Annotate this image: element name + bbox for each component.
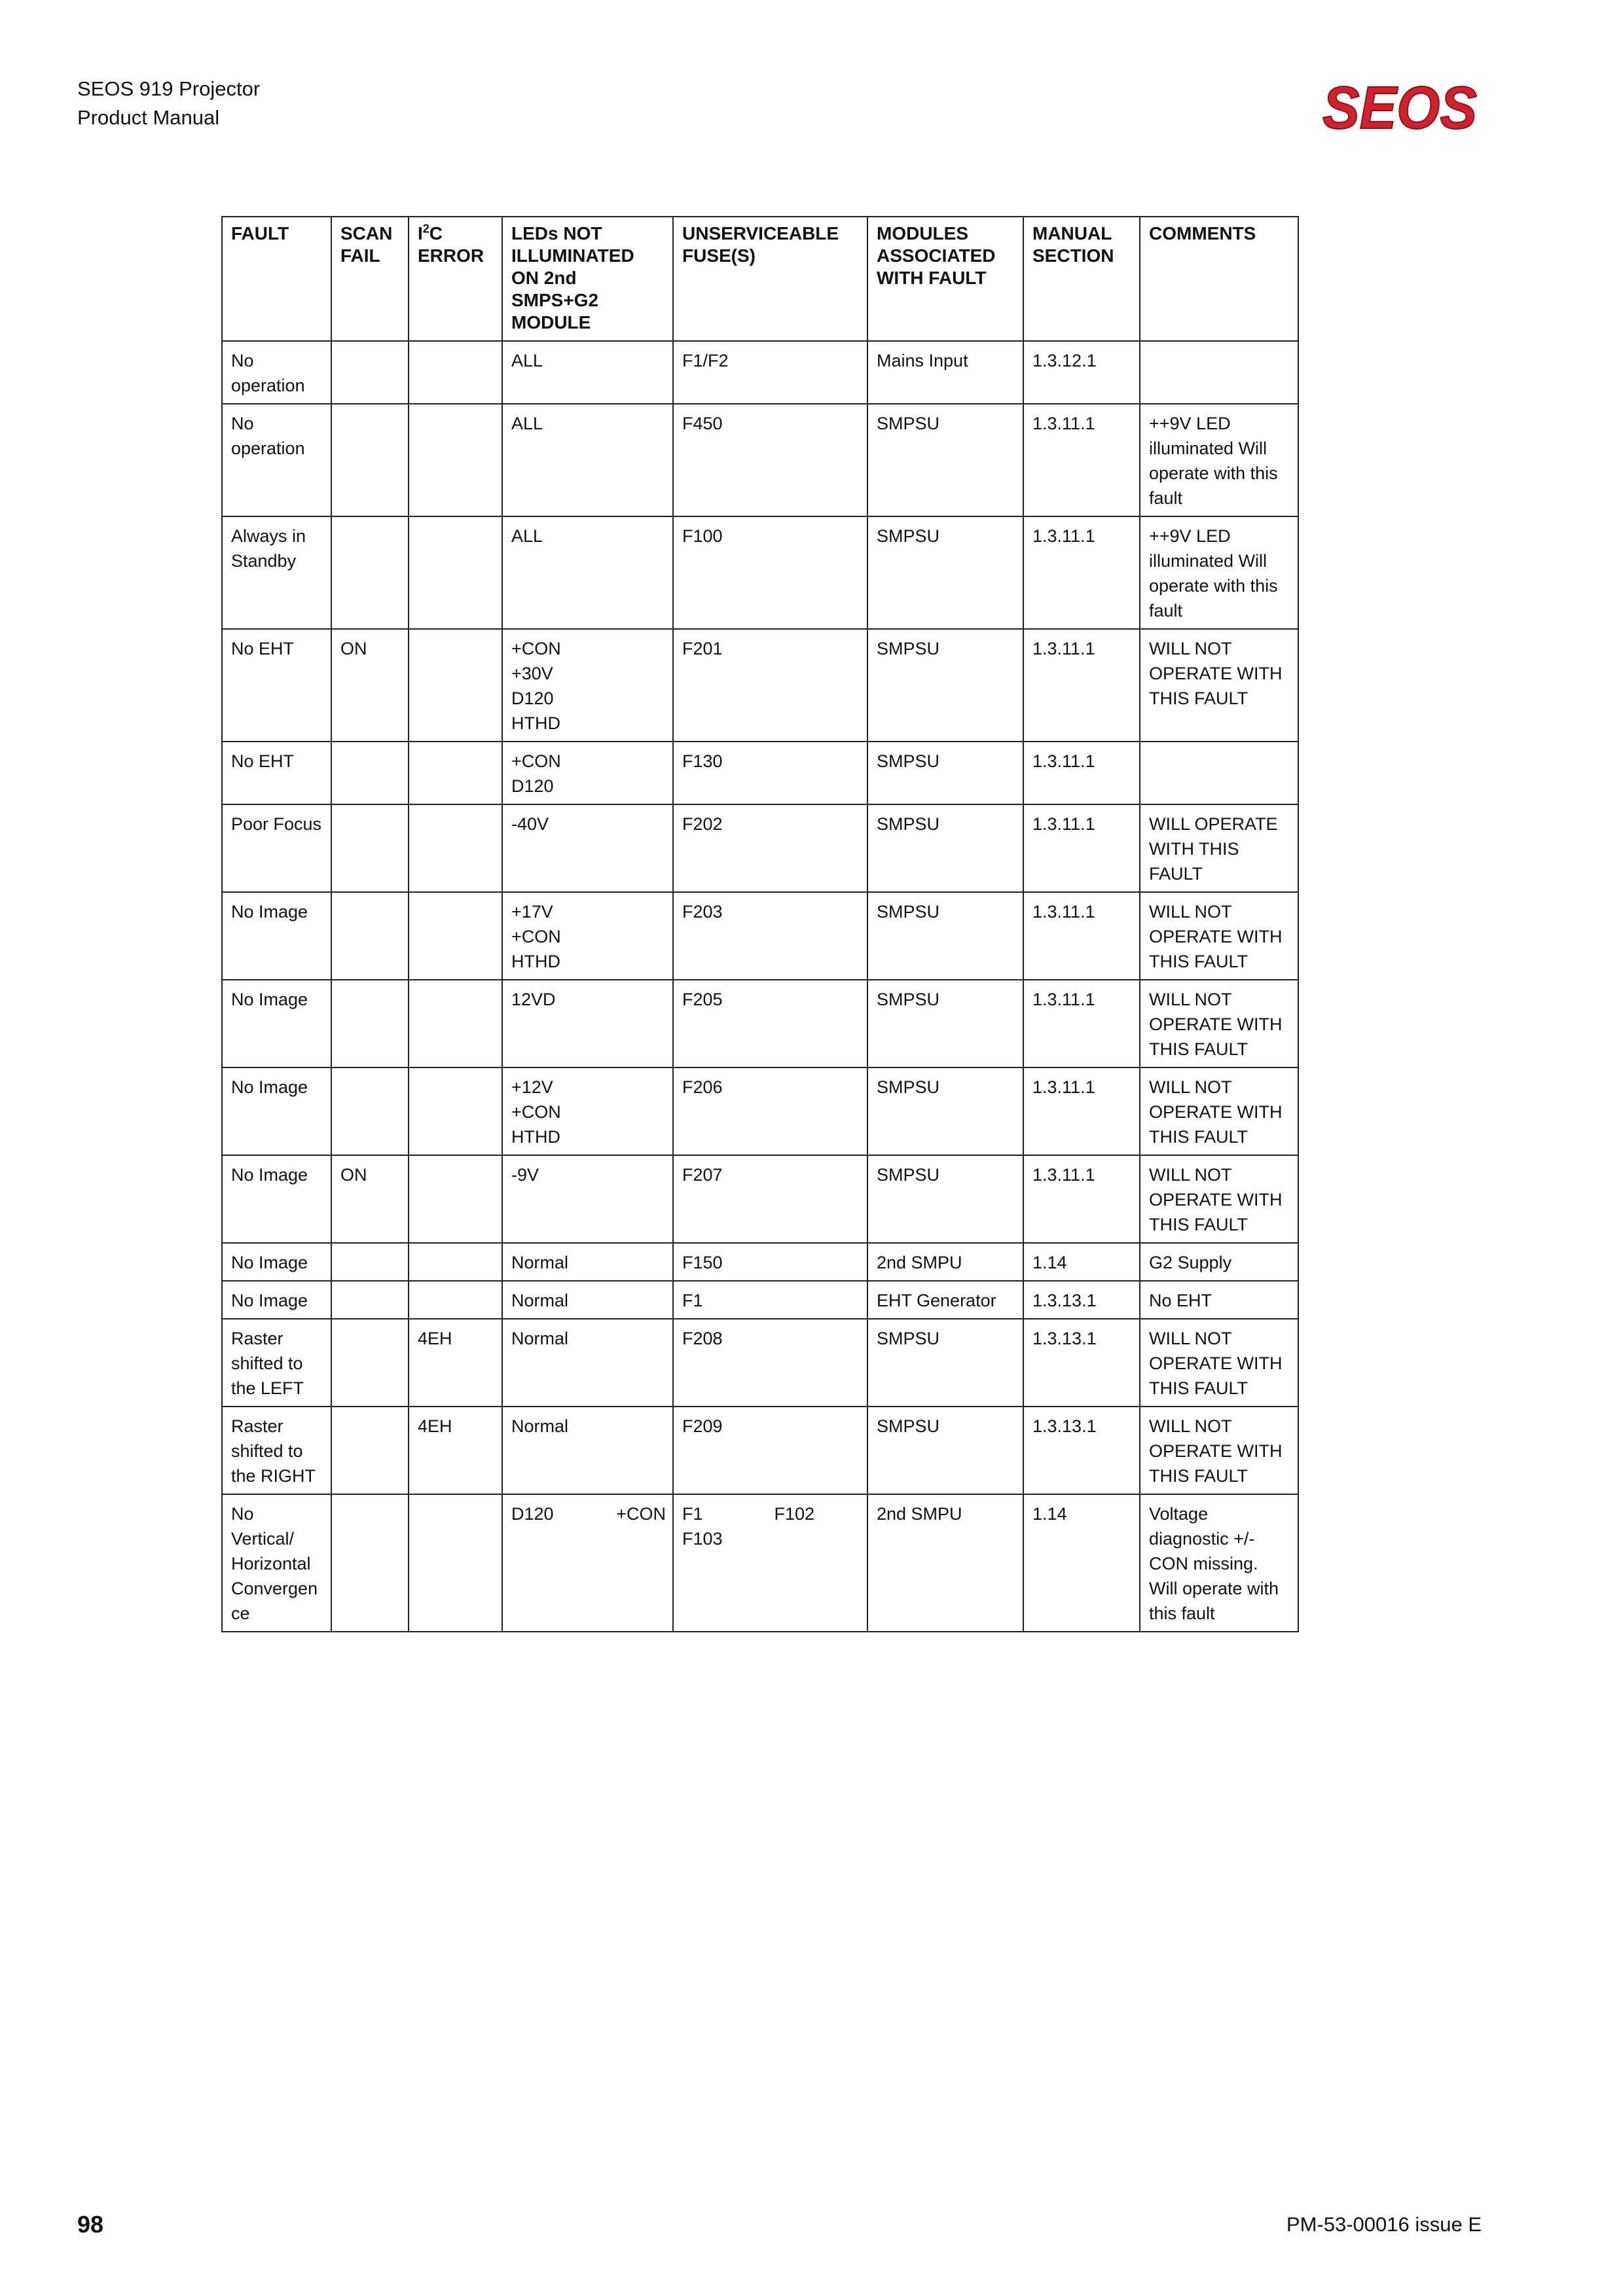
cell-scan-fail: ON — [331, 1155, 409, 1243]
cell-comments — [1140, 404, 1298, 516]
cell-comments-line: THIS FAULT — [1149, 1378, 1249, 1398]
cell-i2c-error: 4EH — [409, 1407, 502, 1494]
cell-fault — [222, 804, 331, 892]
cell-leds-line: D120 — [511, 776, 554, 796]
cell-fault — [222, 1243, 331, 1281]
cell-manual-section: 1.3.11.1 — [1023, 1067, 1140, 1155]
cell-fault — [222, 1067, 331, 1155]
table-row — [222, 629, 1298, 742]
table-row — [222, 1319, 1298, 1407]
header-product-title: SEOS 919 Projector — [77, 77, 261, 100]
cell-fuses-line: F203 — [682, 902, 723, 922]
cell-scan-fail — [331, 892, 409, 980]
cell-fuses-line: F208 — [682, 1329, 723, 1348]
cell-fault-line: No Image — [231, 990, 308, 1009]
cell-fault-line: Raster — [231, 1329, 283, 1348]
cell-scan-fail — [331, 1407, 409, 1494]
cell-leds-line: +30V — [511, 664, 553, 683]
cell-leds-line: -40V — [511, 814, 549, 834]
table-row-last — [222, 1494, 1298, 1632]
cell-fault-line: No — [231, 351, 254, 370]
cell-leds-line: 12VD — [511, 990, 556, 1009]
cell-fault — [222, 516, 331, 629]
table-row — [222, 1281, 1298, 1319]
table-row — [222, 1407, 1298, 1494]
cell-module: EHT Generator — [867, 1281, 1023, 1319]
cell-scan-fail — [331, 1319, 409, 1407]
cell-module: Mains Input — [867, 341, 1023, 404]
cell-fuses-line: F202 — [682, 814, 723, 834]
table-row — [222, 404, 1298, 516]
cell-i2c-error — [409, 980, 502, 1067]
cell-fault — [222, 1407, 331, 1494]
cell-scan-fail — [331, 1067, 409, 1155]
cell-fuses — [673, 629, 867, 742]
cell-leds-line: Normal — [511, 1291, 569, 1310]
cell-fault-line: the RIGHT — [231, 1466, 316, 1486]
cell-comments-line: OPERATE WITH — [1149, 927, 1283, 946]
cell-module: 2nd SMPU — [867, 1494, 1023, 1632]
cell-module: SMPSU — [867, 892, 1023, 980]
cell-comments-line: G2 Supply — [1149, 1253, 1232, 1272]
cell-scan-fail: ON — [331, 629, 409, 742]
cell-comments-line: WILL NOT — [1149, 1416, 1232, 1436]
seos-logo-text: SEOS — [1322, 81, 1477, 136]
table-row — [222, 341, 1298, 404]
cell-comments-line: OPERATE WITH — [1149, 1441, 1283, 1461]
seos-logo — [1320, 81, 1480, 136]
cell-module: SMPSU — [867, 404, 1023, 516]
table-row — [222, 980, 1298, 1067]
cell-leds-line: ALL — [511, 351, 543, 370]
cell-fault — [222, 629, 331, 742]
cell-module: SMPSU — [867, 980, 1023, 1067]
cell-leds — [502, 341, 673, 404]
cell-comments — [1140, 1067, 1298, 1155]
cell-comments — [1140, 892, 1298, 980]
cell-comments-line: WILL NOT — [1149, 639, 1232, 658]
col-header-modules: MODULES ASSOCIATED WITH FAULT — [867, 217, 1023, 341]
cell-fault: No Vertical/ Horizontal Convergen ce — [222, 1494, 331, 1632]
cell-fault-line: No Image — [231, 1165, 308, 1185]
cell-comments-line: WILL NOT — [1149, 1329, 1232, 1348]
cell-fuses-line: F1 — [682, 1291, 703, 1310]
cell-fuses — [673, 1494, 867, 1632]
cell-fuses-line: F207 — [682, 1165, 723, 1185]
cell-manual-section: 1.3.11.1 — [1023, 804, 1140, 892]
cell-comments-line: WILL OPERATE — [1149, 814, 1278, 834]
cell-i2c-error — [409, 1155, 502, 1243]
cell-comments: Voltage diagnostic +/- CON missing. Will operate with this fault — [1140, 1494, 1298, 1632]
cell-fuses — [673, 516, 867, 629]
cell-comments-line: operate with this — [1149, 576, 1278, 596]
cell-comments-line: WILL NOT — [1149, 1077, 1232, 1097]
cell-comments-line: WILL NOT — [1149, 990, 1232, 1009]
cell-comments — [1140, 1407, 1298, 1494]
cell-comments-line: OPERATE WITH — [1149, 1014, 1283, 1034]
cell-i2c-error — [409, 629, 502, 742]
cell-module: SMPSU — [867, 1155, 1023, 1243]
cell-leds-line: ALL — [511, 414, 543, 433]
cell-comments-line: OPERATE WITH — [1149, 1354, 1283, 1373]
cell-scan-fail — [331, 804, 409, 892]
cell-manual-section: 1.3.11.1 — [1023, 742, 1140, 804]
cell-fuses — [673, 1281, 867, 1319]
page-header — [77, 75, 260, 132]
cell-leds — [502, 1494, 673, 1632]
cell-i2c-error — [409, 341, 502, 404]
seos-logo-graphic — [1320, 81, 1480, 136]
cell-manual-section: 1.3.11.1 — [1023, 892, 1140, 980]
cell-fault-line: operation — [231, 439, 305, 458]
cell-scan-fail — [331, 1243, 409, 1281]
document-id: PM-53-00016 issue E — [1286, 2213, 1482, 2236]
cell-module: SMPSU — [867, 1319, 1023, 1407]
cell-fault-line: the LEFT — [231, 1378, 304, 1398]
cell-i2c-error — [409, 742, 502, 804]
cell-leds-line: +CON — [511, 751, 561, 771]
cell-comments-line: OPERATE WITH — [1149, 664, 1283, 683]
cell-fault — [222, 980, 331, 1067]
cell-comments-line: No EHT — [1149, 1291, 1213, 1310]
header-manual-title: Product Manual — [77, 106, 220, 129]
cell-leds — [502, 404, 673, 516]
cell-leds — [502, 1155, 673, 1243]
cell-scan-fail — [331, 516, 409, 629]
cell-comments-line: THIS FAULT — [1149, 952, 1249, 971]
cell-comments — [1140, 516, 1298, 629]
cell-comments-line: FAULT — [1149, 864, 1203, 884]
cell-fuses-line: F201 — [682, 639, 723, 658]
col-header-fuses: UNSERVICEABLE FUSE(S) — [673, 217, 867, 341]
cell-comments-line: WILL NOT — [1149, 902, 1232, 922]
cell-scan-fail — [331, 742, 409, 804]
cell-i2c-error — [409, 1494, 502, 1632]
table-row — [222, 516, 1298, 629]
cell-comments-line: ++9V LED — [1149, 526, 1231, 546]
cell-leds — [502, 1243, 673, 1281]
cell-module: SMPSU — [867, 629, 1023, 742]
cell-leds — [502, 1319, 673, 1407]
cell-comments — [1140, 1155, 1298, 1243]
cell-comments — [1140, 1281, 1298, 1319]
cell-leds-line: +CON — [511, 1102, 561, 1122]
cell-comments — [1140, 1319, 1298, 1407]
cell-fault-line: Always in — [231, 526, 306, 546]
cell-fault-line: Standby — [231, 551, 297, 571]
cell-fault — [222, 341, 331, 404]
cell-fault-line: No Image — [231, 1291, 308, 1310]
cell-comments-line: THIS FAULT — [1149, 689, 1249, 708]
table-row — [222, 1243, 1298, 1281]
cell-i2c-error — [409, 1243, 502, 1281]
cell-fuses-line: F130 — [682, 751, 723, 771]
cell-comments-line: operate with this — [1149, 463, 1278, 483]
cell-comments — [1140, 341, 1298, 404]
cell-leds — [502, 980, 673, 1067]
cell-comments-line: WITH THIS — [1149, 839, 1239, 859]
cell-fuses — [673, 1407, 867, 1494]
cell-leds-line: ALL — [511, 526, 543, 546]
cell-fuses — [673, 341, 867, 404]
cell-manual-section: 1.3.11.1 — [1023, 516, 1140, 629]
fuse-value: F1 — [682, 1504, 703, 1524]
cell-comments-line: WILL NOT — [1149, 1165, 1232, 1185]
cell-manual-section: 1.3.13.1 — [1023, 1319, 1140, 1407]
cell-module: SMPSU — [867, 516, 1023, 629]
cell-fuses-line: F450 — [682, 414, 723, 433]
cell-fuses — [673, 404, 867, 516]
led-value: +CON — [616, 1504, 666, 1524]
cell-fuses — [673, 1319, 867, 1407]
cell-fault — [222, 1155, 331, 1243]
cell-comments — [1140, 980, 1298, 1067]
cell-comments-line: fault — [1149, 488, 1183, 508]
cell-fault-line: No Image — [231, 902, 308, 922]
col-header-scan-fail: SCAN FAIL — [331, 217, 409, 341]
cell-manual-section: 1.3.11.1 — [1023, 1155, 1140, 1243]
cell-leds-line: Normal — [511, 1416, 569, 1436]
table-row — [222, 804, 1298, 892]
cell-module: SMPSU — [867, 742, 1023, 804]
cell-fault — [222, 742, 331, 804]
cell-comments-line: illuminated Will — [1149, 439, 1267, 458]
cell-fuses — [673, 742, 867, 804]
cell-leds-line: D120 — [511, 689, 554, 708]
cell-fault-line: Poor Focus — [231, 814, 322, 834]
cell-manual-section: 1.14 — [1023, 1494, 1140, 1632]
cell-fault-line: No Image — [231, 1077, 308, 1097]
cell-fuses — [673, 1243, 867, 1281]
cell-scan-fail — [331, 1494, 409, 1632]
fault-table-container — [221, 216, 1299, 1632]
cell-scan-fail — [331, 980, 409, 1067]
cell-fuses-line: F209 — [682, 1416, 723, 1436]
col-header-comments: COMMENTS — [1140, 217, 1298, 341]
cell-leds-line: +CON — [511, 639, 561, 658]
cell-leds-line: HTHD — [511, 952, 560, 971]
cell-fault-line: shifted to — [231, 1441, 303, 1461]
cell-comments-line: OPERATE WITH — [1149, 1102, 1283, 1122]
col-header-leds: LEDs NOT ILLUMINATED ON 2nd SMPS+G2 MODULE — [502, 217, 673, 341]
cell-fuses — [673, 1067, 867, 1155]
cell-fuses — [673, 804, 867, 892]
cell-fault-line: No EHT — [231, 751, 295, 771]
cell-leds-line: +12V — [511, 1077, 553, 1097]
cell-manual-section: 1.3.11.1 — [1023, 629, 1140, 742]
cell-fuses-line: F205 — [682, 990, 723, 1009]
cell-fault-line: shifted to — [231, 1354, 303, 1373]
col-header-manual-section: MANUAL SECTION — [1023, 217, 1140, 341]
cell-leds-line: HTHD — [511, 1127, 560, 1147]
cell-i2c-error — [409, 516, 502, 629]
cell-leds-line: +CON — [511, 927, 561, 946]
cell-manual-section: 1.3.11.1 — [1023, 404, 1140, 516]
table-row — [222, 892, 1298, 980]
cell-fault — [222, 892, 331, 980]
cell-leds — [502, 804, 673, 892]
cell-comments — [1140, 742, 1298, 804]
led-value: D120 — [511, 1504, 554, 1524]
cell-leds-line: Normal — [511, 1253, 569, 1272]
cell-leds-line: HTHD — [511, 713, 560, 733]
cell-fuses-line: F1/F2 — [682, 351, 729, 370]
cell-comments — [1140, 1243, 1298, 1281]
cell-fuses — [673, 892, 867, 980]
cell-fuses — [673, 980, 867, 1067]
cell-i2c-error: 4EH — [409, 1319, 502, 1407]
cell-manual-section: 1.3.13.1 — [1023, 1281, 1140, 1319]
cell-leds — [502, 1281, 673, 1319]
cell-module: SMPSU — [867, 1407, 1023, 1494]
cell-comments-line: OPERATE WITH — [1149, 1190, 1283, 1210]
cell-leds — [502, 892, 673, 980]
cell-leds — [502, 1407, 673, 1494]
cell-i2c-error — [409, 404, 502, 516]
cell-leds-line: Normal — [511, 1329, 569, 1348]
cell-fault — [222, 404, 331, 516]
cell-comments — [1140, 804, 1298, 892]
cell-comments-line: illuminated Will — [1149, 551, 1267, 571]
cell-comments-line: THIS FAULT — [1149, 1039, 1249, 1059]
cell-manual-section: 1.3.11.1 — [1023, 980, 1140, 1067]
cell-fault-line: operation — [231, 376, 305, 395]
cell-fuses-line: F206 — [682, 1077, 723, 1097]
cell-leds — [502, 516, 673, 629]
cell-fault-line: No EHT — [231, 639, 295, 658]
cell-i2c-error — [409, 892, 502, 980]
cell-module: SMPSU — [867, 1067, 1023, 1155]
cell-comments-line: THIS FAULT — [1149, 1215, 1249, 1234]
fuse-value: F102 — [774, 1504, 814, 1524]
cell-comments-line: fault — [1149, 601, 1183, 620]
table-row — [222, 1155, 1298, 1243]
cell-leds — [502, 629, 673, 742]
cell-scan-fail — [331, 341, 409, 404]
table-row — [222, 1067, 1298, 1155]
cell-fuses — [673, 1155, 867, 1243]
cell-fuses-line: F150 — [682, 1253, 723, 1272]
cell-leds — [502, 1067, 673, 1155]
cell-scan-fail — [331, 1281, 409, 1319]
cell-comments — [1140, 629, 1298, 742]
fuse-value: F103 — [682, 1529, 723, 1549]
cell-leds — [502, 742, 673, 804]
cell-fault — [222, 1319, 331, 1407]
cell-comments-line: ++9V LED — [1149, 414, 1231, 433]
cell-fault — [222, 1281, 331, 1319]
cell-fault-line: Raster — [231, 1416, 283, 1436]
cell-leds-line: -9V — [511, 1165, 539, 1185]
cell-fault-line: No Image — [231, 1253, 308, 1272]
cell-fuses-line: F100 — [682, 526, 723, 546]
col-header-fault: FAULT — [222, 217, 331, 341]
table-header-row — [222, 217, 1298, 341]
cell-i2c-error — [409, 1067, 502, 1155]
cell-manual-section: 1.3.13.1 — [1023, 1407, 1140, 1494]
cell-scan-fail — [331, 404, 409, 516]
cell-manual-section: 1.3.12.1 — [1023, 341, 1140, 404]
fault-table-body — [222, 341, 1298, 1632]
table-row — [222, 742, 1298, 804]
col-header-i2c-error: $I^2C$ ERROR — [409, 217, 502, 341]
cell-leds-line: +17V — [511, 902, 553, 922]
cell-manual-section: 1.14 — [1023, 1243, 1140, 1281]
page-number: 98 — [77, 2211, 104, 2238]
cell-fault-line: No — [231, 414, 254, 433]
fault-table — [221, 216, 1299, 1632]
cell-i2c-error — [409, 1281, 502, 1319]
cell-i2c-error — [409, 804, 502, 892]
cell-comments-line: THIS FAULT — [1149, 1127, 1249, 1147]
cell-comments-line: THIS FAULT — [1149, 1466, 1249, 1486]
cell-module: SMPSU — [867, 804, 1023, 892]
cell-module: 2nd SMPU — [867, 1243, 1023, 1281]
